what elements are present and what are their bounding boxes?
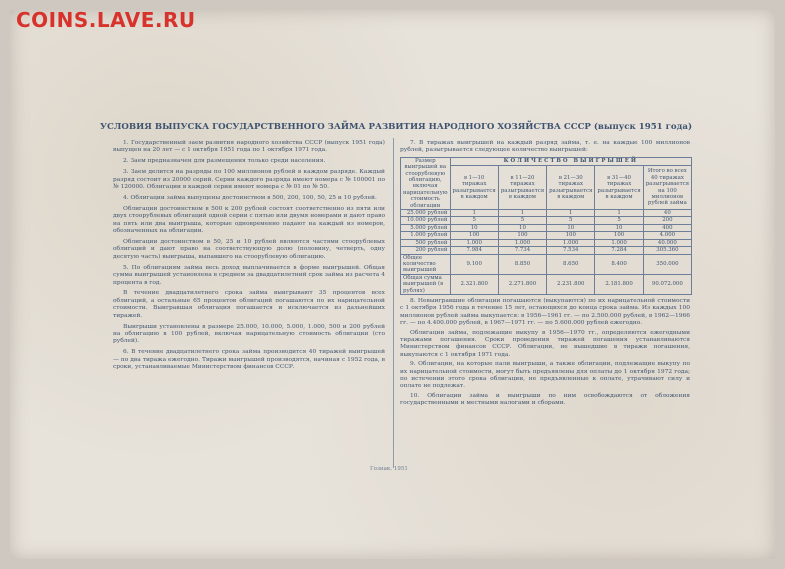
table-cell: 100 (450, 232, 498, 239)
table-cell: 2.231.800 (547, 274, 595, 294)
table-cell: 9.100 (450, 254, 498, 274)
table-row (401, 210, 692, 217)
table-cell: 1 (498, 210, 546, 217)
table-cell: 25.000 рублей (401, 210, 451, 217)
table-row (401, 224, 692, 231)
table-cell: 8.850 (498, 254, 546, 274)
table-cell: 1.000 (498, 239, 546, 246)
paragraph: 8. Невыигравшие облигации погашаются (выкупаются) по их нарицательной стоимости с 1 октября 1956 года в течение 15 лет, остающихся до конца срока займа. Из каждых 100 миллионов рублей займа выкупается: в 1956—1961 гг. — по 2.500.000 рублей, в 1962—1966 гг. — по 4.400.000 рублей, в 1967—1971 гг. — по 5.600.000 рублей ежегодно. (400, 297, 690, 327)
table-cell: 7.534 (547, 247, 595, 254)
column-divider (393, 138, 394, 468)
table-row-total-count (401, 254, 692, 274)
table-cell: 100 (595, 232, 643, 239)
table-row-total-sum (401, 274, 692, 294)
table-cell: 10 (547, 224, 595, 231)
paragraph: Облигации достоинством в 50, 25 и 10 рублей являются частями стоорублевых облигаций и дают право на соответствующую долю (половину, четверть, одну десятую часть) выигрыша, выпавшего на стоорублевую облигацию. (113, 238, 385, 260)
paragraph: 6. В течение двадцатилетнего срока займа производится 40 тиражей выигрышей — по два тиража ежегодно. Тиражи выигрышей производятся, начиная с 1952 года, в сроки, устанавливаемые Министерством финансов СССР. (113, 349, 385, 371)
table-cell: 500 рублей (401, 239, 451, 246)
table-cell: 1 (450, 210, 498, 217)
paragraph: 5. По облигациям займа весь доход выплачивается в форме выигрышей. Общая сумма выигрышей установлена в среднем за двадцатилетний срок займа из расчета 4 процента в год. (113, 264, 385, 286)
table-cell: 1.000 (450, 239, 498, 246)
table-cell: 7.734 (498, 247, 546, 254)
table-header: Итого во всех 40 тиражах разыгрывается на 100 миллионов рублей займа (643, 166, 691, 210)
table-cell: 8.650 (547, 254, 595, 274)
table-cell: 5 (547, 217, 595, 224)
table-header: в 21—30 тиражах разыгрывается в каждом (547, 166, 595, 210)
table-cell: 400 (643, 224, 691, 231)
table-row (401, 247, 692, 254)
table-cell: 5 (595, 217, 643, 224)
table-cell: 1.000 (595, 239, 643, 246)
table-row (401, 239, 692, 246)
paragraph: 3. Заем делится на разряды по 100 миллионов рублей в каждом разряде. Каждый разряд состоит из 20000 серий. Серии каждого разряда имеют номера с № 100001 по № 120000. Облигации в каждой серии имеют номера с № 01 по № 50. (113, 169, 385, 191)
right-column (400, 140, 690, 410)
table-cell: 40.000 (643, 239, 691, 246)
table-cell: 305.360 (643, 247, 691, 254)
table-cell: 350.000 (643, 254, 691, 274)
paragraph: 1. Государственный заем развития народного хозяйства СССР (выпуск 1951 года) выпущен на 20 лет — с 1 октября 1951 года по 1 октября 1971 года. (113, 140, 385, 154)
paragraph: 9. Облигации, на которые пали выигрыши, а также облигации, подлежащие выкупу по их нарицательной стоимости, могут быть предъявлены для оплаты до 1 октября 1972 года; по истечении этого срока облигации, не предъявленные к оплате, утрачивают силу и оплате не подлежат. (400, 361, 690, 390)
table-cell: 7.984 (450, 247, 498, 254)
paragraph: 4. Облигации займа выпущены достоинством в 500, 200, 100, 50, 25 и 10 рублей. (123, 194, 377, 201)
table-cell: 200 (643, 217, 691, 224)
table-cell: 2.271.800 (498, 274, 546, 294)
table-cell: 2.181.800 (595, 274, 643, 294)
table-cell: 1 (595, 210, 643, 217)
table-cell: 1.000 (547, 239, 595, 246)
table-cell: 100 (547, 232, 595, 239)
table-cell: 5 (498, 217, 546, 224)
table-cell: 90.072.000 (643, 274, 691, 294)
table-cell: 100 (498, 232, 546, 239)
table-cell: 5 (450, 217, 498, 224)
table-header: в 1—10 тиражах разыгрывается в каждом (450, 166, 498, 210)
table-cell: 8.400 (595, 254, 643, 274)
paragraph: В течение двадцатилетнего срока займа выигрывают 35 процентов всех облигаций, а остальные 65 процентов облигаций погашаются по их нарицательной стоимости. Выигравшая облигация погашается и исключается из дальнейших тиражей. (113, 290, 385, 319)
table-cell: Общее количество выигрышей (401, 254, 451, 274)
paragraph: 2. Заем предназначен для размещения только среди населения. (123, 158, 326, 165)
table-row (401, 217, 692, 224)
table-header: Размер выигрышей на стоорублевую облигацию, включая нарицательную стоимость облигации (401, 157, 451, 209)
paragraph: Выигрыши установлены в размере 25.000, 10.000, 5.000, 1.000, 500 и 200 рублей на облигацию в 100 рублей, включая нарицательную стоимость облигации (сто рублей). (113, 323, 385, 345)
table-cell: 10 (450, 224, 498, 231)
table-cell: 200 рублей (401, 247, 451, 254)
table-row (401, 232, 692, 239)
table-cell: 4.000 (643, 232, 691, 239)
paragraph: Облигации займа, подлежащие выкупу в 1956—1970 гг., определяются ежегодными тиражами погашения. Сроки проведения тиражей погашения устанавливаются Министерством финансов СССР. Облигации, не вышедшие в тиражи погашения, выкупаются с 1 октября 1971 года. (400, 329, 690, 358)
paragraph: 10. Облигации займа и выигрыши по ним освобождаются от обложения государственными и местными налогами и сборами. (400, 392, 690, 407)
winnings-table (400, 157, 692, 295)
table-cell: Общая сумма выигрышей (в рублях) (401, 274, 451, 294)
table-cell: 10.000 рублей (401, 217, 451, 224)
table-cell: 7.284 (595, 247, 643, 254)
table-cell: 2.321.800 (450, 274, 498, 294)
table-header: в 31—40 тиражах разыгрывается в каждом (595, 166, 643, 210)
printer-credit: Гознак. 1951 (370, 466, 408, 472)
paragraph: 7. В тиражах выигрышей на каждый разряд займа, т. е. на каждые 100 миллионов рублей, разыгрывается следующее количество выигрышей: (400, 140, 690, 154)
paragraph: Облигации достоинством в 500 к 200 рублей состоят соответственно из пяти или двух стоорублевых облигаций одной серии с пятью или двумя номерами и дают право на пять или два выигрыша, которые одновременно падают на каждый из номеров, обозначенных на облигации. (113, 205, 385, 235)
table-cell: 5.000 рублей (401, 224, 451, 231)
left-column (113, 140, 385, 375)
table-cell: 10 (498, 224, 546, 231)
table-cell: 40 (643, 210, 691, 217)
document-title: УСЛОВИЯ ВЫПУСКА ГОСУДАРСТВЕННОГО ЗАЙМА РАЗВИТИЯ НАРОДНОГО ХОЗЯЙСТВА СССР (выпуск 1951 года) (99, 122, 693, 132)
site-watermark: COINS.LAVE.RU (16, 8, 196, 32)
table-header: в 11—20 тиражах разыгрывается в каждом (498, 166, 546, 210)
table-cell: 1.000 рублей (401, 232, 451, 239)
table-cell: 10 (595, 224, 643, 231)
table-cell: 1 (547, 210, 595, 217)
table-header-group: КОЛИЧЕСТВО ВЫИГРЫШЕЙ (450, 157, 691, 165)
